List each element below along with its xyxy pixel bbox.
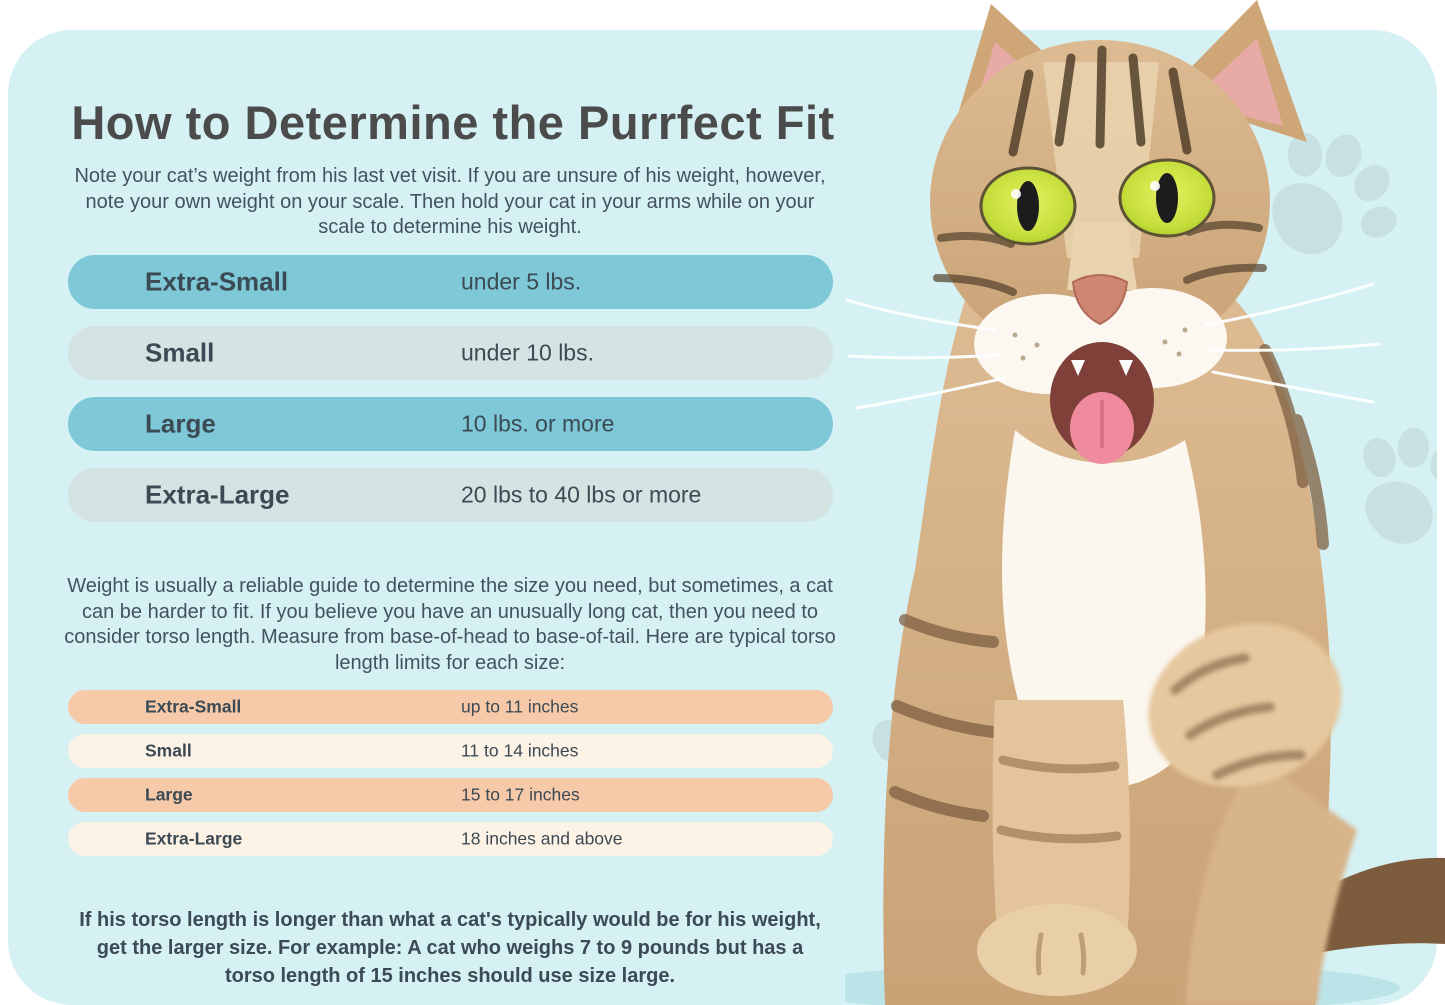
footer-note: If his torso length is longer than what a cat's typically would be for his weight, get the larger size. For example: A cat who weighs 7 to 9 pounds but has a torso length of 15 inches should use size large. xyxy=(79,909,821,987)
size-label: Extra-Small xyxy=(145,266,289,297)
table-row xyxy=(68,690,833,724)
page-title: How to Determine the Purrfect Fit xyxy=(71,96,835,150)
weight-size-table xyxy=(68,255,833,539)
torso-value: 11 to 14 inches xyxy=(461,740,579,761)
weight-value: under 5 lbs. xyxy=(461,268,582,295)
table-row xyxy=(68,326,833,380)
torso-value: 15 to 17 inches xyxy=(461,784,580,805)
table-row xyxy=(68,255,833,309)
weight-value: under 10 lbs. xyxy=(461,339,594,366)
size-label: Small xyxy=(145,337,215,368)
torso-size-table xyxy=(68,690,833,866)
size-label: Extra-Large xyxy=(145,479,290,510)
table-row xyxy=(68,778,833,812)
torso-intro-text: Weight is usually a reliable guide to determine the size you need, but sometimes, a cat can be harder to fit. If you believe you have an unusually long cat, then you need to consider torso length. Measure from base-of-head to base-of-tail. Here are typical torso length limits for each size: xyxy=(64,575,836,674)
table-row xyxy=(68,734,833,768)
size-label: Extra-Small xyxy=(145,696,242,717)
torso-value: up to 11 inches xyxy=(461,696,579,717)
weight-value: 20 lbs to 40 lbs or more xyxy=(461,481,702,508)
table-row xyxy=(68,397,833,451)
weight-value: 10 lbs. or more xyxy=(461,410,615,437)
table-row xyxy=(68,468,833,522)
size-label: Large xyxy=(145,408,216,439)
cat-photo xyxy=(845,0,1445,1005)
size-label: Small xyxy=(145,740,192,761)
torso-value: 18 inches and above xyxy=(461,828,623,849)
intro-text: Note your cat’s weight from his last vet visit. If you are unsure of his weight, however, note your own weight on your scale. Then hold your cat in your arms while on your scale to determine his weight. xyxy=(74,165,826,239)
table-row xyxy=(68,822,833,856)
size-label: Extra-Large xyxy=(145,828,243,849)
size-label: Large xyxy=(145,784,193,805)
